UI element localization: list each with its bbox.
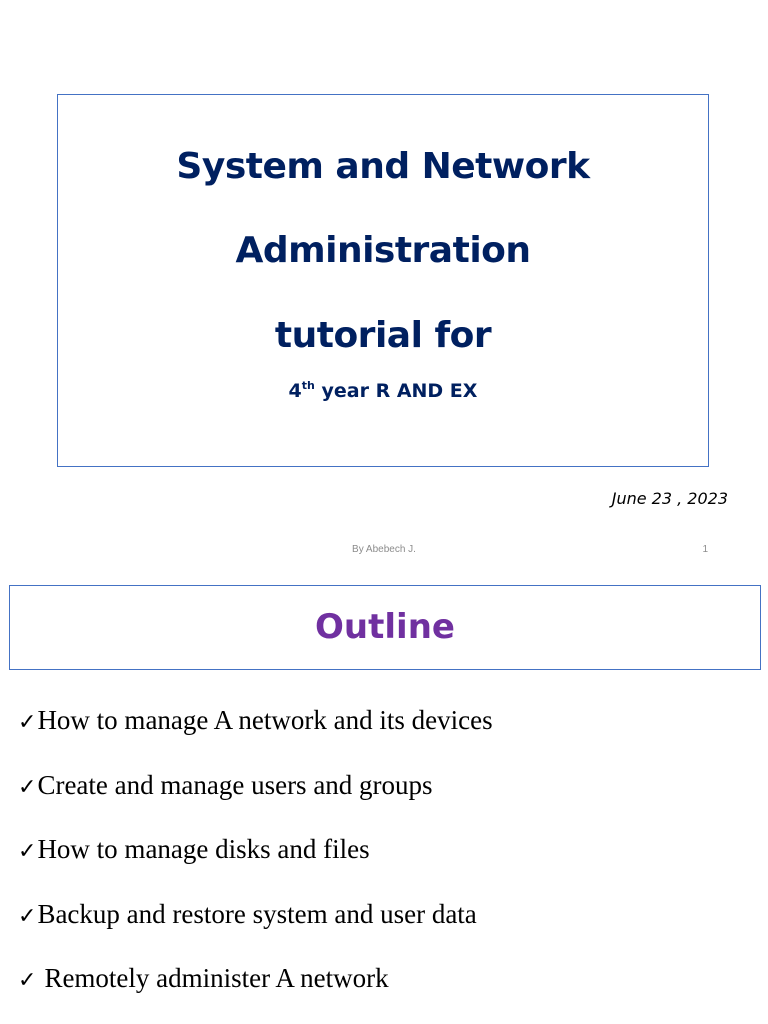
- subtitle-superscript: th: [301, 379, 315, 392]
- list-item: [18, 894, 493, 959]
- list-item: [18, 765, 493, 830]
- title-line-3: tutorial for: [274, 315, 492, 356]
- outline-list: [18, 700, 493, 1023]
- footer-author: By Abebech J.: [352, 544, 416, 555]
- subtitle-year-number: 4: [288, 380, 302, 402]
- checkmark-icon: ✓: [18, 839, 37, 864]
- checkmark-icon: ✓: [18, 774, 37, 800]
- outline-title-box: [9, 585, 761, 670]
- list-item: [18, 958, 493, 1023]
- title-line-1: System and Network: [176, 146, 590, 187]
- checkmark-icon: ✓: [18, 710, 37, 735]
- title-line-2: Administration: [235, 230, 531, 271]
- list-item-text: Create and manage users and groups: [37, 769, 433, 800]
- list-item-text: Remotely administer A network: [44, 963, 389, 993]
- presentation-date: June 23 , 2023: [611, 489, 728, 508]
- list-item: [18, 829, 493, 894]
- checkmark-icon: ✓: [18, 968, 37, 993]
- checkmark-icon: ✓: [18, 903, 37, 929]
- outline-title: Outline: [315, 607, 455, 647]
- subtitle-rest: year R AND EX: [314, 380, 478, 402]
- outline-slide: [0, 576, 768, 1024]
- list-item-text: Backup and restore system and user data: [37, 898, 477, 929]
- title-box: [57, 94, 709, 467]
- subtitle: [58, 380, 708, 402]
- list-item: [18, 700, 493, 765]
- list-item-text: How to manage disks and files: [37, 834, 370, 864]
- page-number: 1: [702, 544, 708, 555]
- list-item-text: How to manage A network and its devices: [37, 705, 493, 735]
